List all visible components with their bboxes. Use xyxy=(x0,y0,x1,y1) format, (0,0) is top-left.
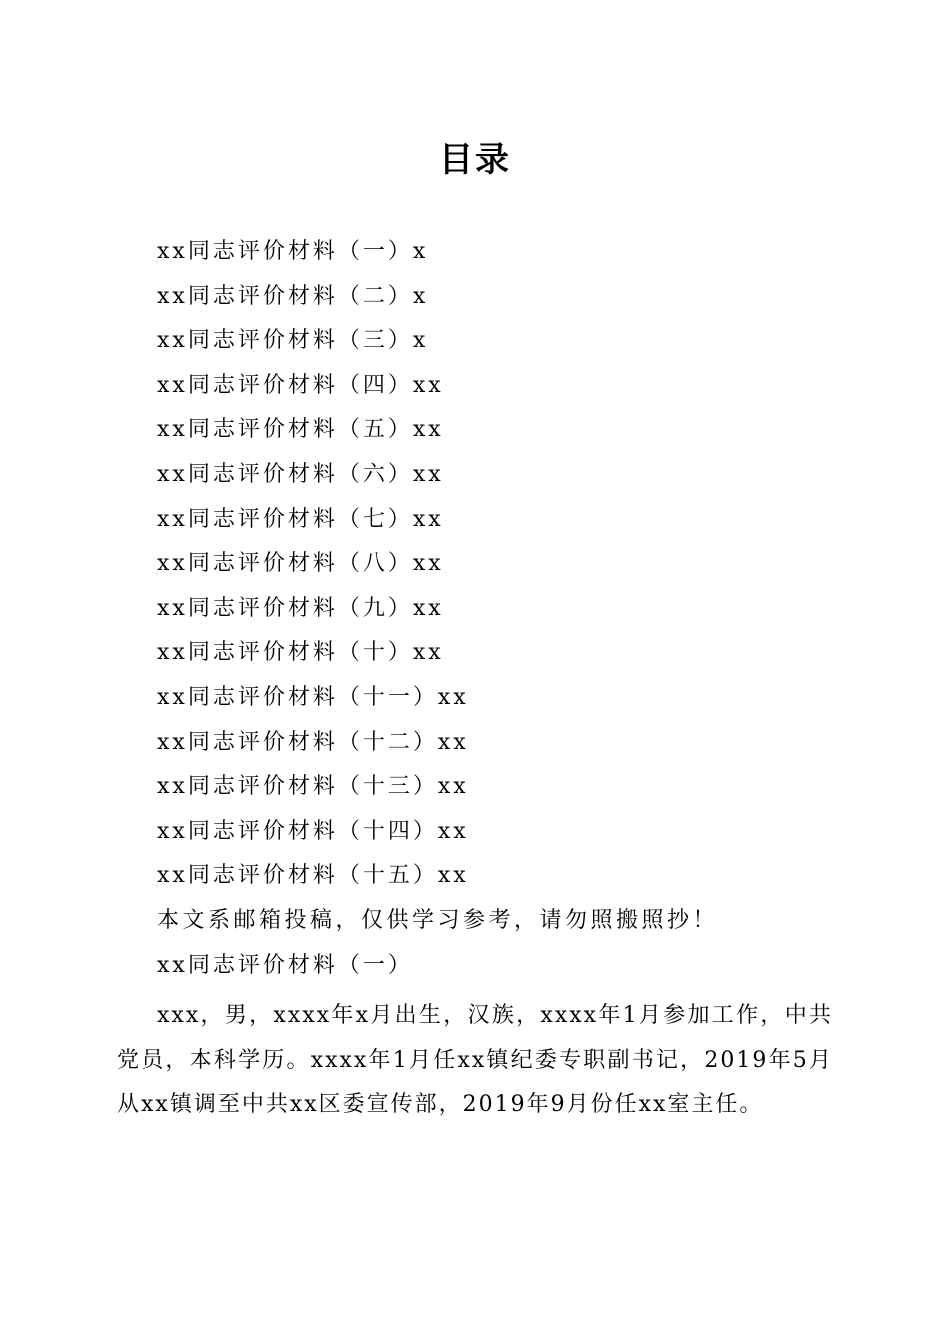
toc-item: xx同志评价材料（十）xx xyxy=(157,640,444,666)
toc-item: xx同志评价材料（七）xx xyxy=(157,506,444,532)
toc-item: xx同志评价材料（二）x xyxy=(157,283,429,309)
toc-item: xx同志评价材料（十四）xx xyxy=(157,818,469,844)
toc-item: xx同志评价材料（十五）xx xyxy=(157,863,469,889)
table-of-contents xyxy=(157,234,469,903)
toc-item: xx同志评价材料（五）xx xyxy=(157,417,444,443)
body-paragraph: xxx，男，xxxx年x月出生，汉族，xxxx年1月参加工作，中共党员，本科学历。xxxx年1月任xx镇纪委专职副书记，2019年5月从xx镇调至中共xx区委宣传部，2019年9月份任xx室主任。 xyxy=(117,1003,833,1118)
toc-item: xx同志评价材料（六）xx xyxy=(157,461,444,487)
toc-item: xx同志评价材料（十三）xx xyxy=(157,774,469,800)
toc-item: xx同志评价材料（四）xx xyxy=(157,372,444,398)
section-heading: xx同志评价材料（一） xyxy=(157,953,413,978)
toc-item: xx同志评价材料（十一）xx xyxy=(157,684,469,710)
notice-text: 本文系邮箱投稿，仅供学习参考，请勿照搬照抄！ xyxy=(157,908,719,933)
toc-item: xx同志评价材料（八）xx xyxy=(157,551,444,577)
toc-item: xx同志评价材料（九）xx xyxy=(157,595,444,621)
page-title: 目录 xyxy=(439,140,511,180)
toc-item: xx同志评价材料（三）x xyxy=(157,328,429,354)
toc-item: xx同志评价材料（十二）xx xyxy=(157,729,469,755)
toc-item: xx同志评价材料（一）x xyxy=(157,239,429,264)
